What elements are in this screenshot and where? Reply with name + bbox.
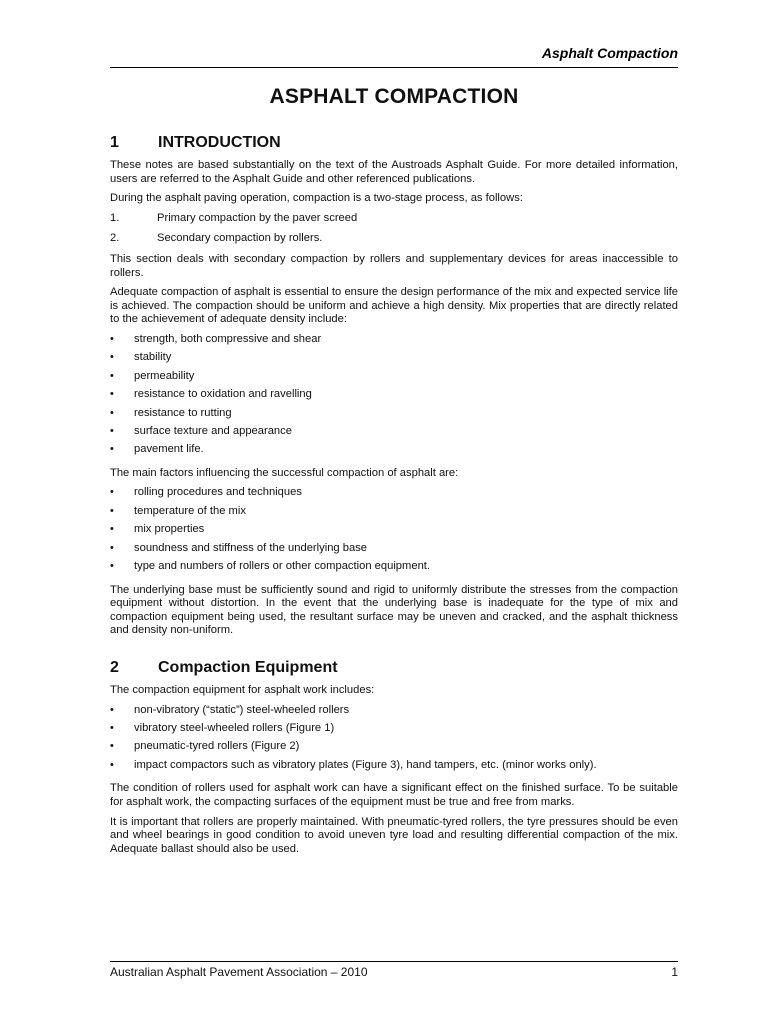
list-item bbox=[110, 740, 678, 754]
list-item-text: permeability bbox=[134, 369, 195, 382]
running-header: Asphalt Compaction bbox=[541, 45, 678, 61]
bullet-icon: • bbox=[110, 523, 114, 536]
list-item-text: Secondary compaction by rollers. bbox=[157, 232, 323, 245]
spacer bbox=[110, 644, 678, 658]
bullet-icon: • bbox=[110, 486, 114, 499]
bullet-icon: • bbox=[110, 388, 114, 401]
section-number: 1 bbox=[110, 134, 119, 151]
section-title: INTRODUCTION bbox=[158, 134, 281, 151]
paragraph: The condition of rollers used for asphalt work can have a significant effect on the finished surface. To be suitable for asphalt work, the compacting surfaces of the equipment must be true and free from marks. bbox=[110, 782, 678, 808]
list-item bbox=[110, 542, 678, 556]
section-title: Compaction Equipment bbox=[158, 659, 338, 676]
list-item-text: soundness and stiffness of the underlying base bbox=[134, 541, 368, 554]
list-item bbox=[110, 370, 678, 384]
page-number: 1 bbox=[671, 965, 678, 979]
bullet-icon: • bbox=[110, 721, 114, 734]
list-item-text: non-vibratory (“static”) steel-wheeled rollers bbox=[134, 703, 350, 716]
list-item-text: vibratory steel-wheeled rollers (Figure 1) bbox=[134, 721, 335, 734]
list-item-text: surface texture and appearance bbox=[134, 424, 292, 437]
list-item bbox=[110, 704, 678, 718]
list-item-text: mix properties bbox=[134, 523, 205, 536]
paragraph: During the asphalt paving operation, compaction is a two-stage process, as follows: bbox=[110, 192, 523, 205]
list-item bbox=[110, 523, 678, 537]
list-item bbox=[110, 407, 678, 421]
list-item bbox=[110, 232, 678, 246]
document-title: ASPHALT COMPACTION bbox=[269, 85, 519, 108]
list-item-text: impact compactors such as vibratory plates (Figure 3), hand tampers, etc. (minor works only). bbox=[134, 758, 597, 771]
list-item bbox=[110, 505, 678, 519]
list-item-text: resistance to oxidation and ravelling bbox=[134, 388, 312, 401]
list-item-text: resistance to rutting bbox=[134, 406, 232, 419]
bullet-icon: • bbox=[110, 424, 114, 437]
list-item bbox=[110, 212, 678, 226]
list-item bbox=[110, 425, 678, 439]
list-item-text: type and numbers of rollers or other compaction equipment. bbox=[134, 560, 431, 573]
mix-properties-list bbox=[110, 333, 678, 457]
list-item-text: pavement life. bbox=[134, 443, 204, 456]
compaction-equipment-list bbox=[110, 704, 678, 773]
list-item-text: Primary compaction by the paver screed bbox=[157, 211, 358, 224]
bullet-icon: • bbox=[110, 703, 114, 716]
section-2-heading bbox=[110, 658, 678, 678]
bullet-icon: • bbox=[110, 406, 114, 419]
list-item bbox=[110, 759, 678, 773]
footer-rule bbox=[110, 961, 678, 962]
paragraph: This section deals with secondary compaction by rollers and supplementary devices for areas inaccessible to rollers. bbox=[110, 252, 678, 279]
list-item-text: pneumatic-tyred rollers (Figure 2) bbox=[134, 740, 300, 753]
bullet-icon: • bbox=[110, 740, 114, 753]
list-number: 2. bbox=[110, 232, 120, 245]
header-rule bbox=[110, 67, 678, 68]
compaction-factors-list bbox=[110, 486, 678, 573]
bullet-icon: • bbox=[110, 443, 114, 456]
paragraph: The compaction equipment for asphalt work includes: bbox=[110, 684, 375, 696]
paragraph: It is important that rollers are properly maintained. With pneumatic-tyred rollers, the tyre pressures should be even and wheel bearings in good condition to avoid uneven tyre load and resulting differential compaction of the mix. Adequate ballast should also be used. bbox=[110, 815, 678, 855]
bullet-icon: • bbox=[110, 351, 114, 364]
list-item bbox=[110, 443, 678, 457]
paragraph: Adequate compaction of asphalt is essential to ensure the design performance of the mix and expected service life is achieved. The compaction should be uniform and achieve a high density. Mix properties that are directly related to the achievement of adequate density include: bbox=[110, 286, 678, 326]
bullet-icon: • bbox=[110, 758, 114, 771]
bullet-icon: • bbox=[110, 332, 114, 345]
compaction-stages-list bbox=[110, 212, 678, 246]
list-item-text: strength, both compressive and shear bbox=[134, 332, 322, 345]
paragraph: The underlying base must be sufficiently sound and rigid to uniformly distribute the stresses from the compaction equipment without distortion. In the event that the underlying base is inadequate for the type of mix and compaction equipment being used, the resultant surface may be uneven and cracked, and the asphalt thickness and density non-uniform. bbox=[110, 583, 678, 637]
bullet-icon: • bbox=[110, 504, 114, 517]
page-body bbox=[110, 84, 678, 862]
section-number: 2 bbox=[110, 659, 119, 676]
list-item bbox=[110, 388, 678, 402]
list-item bbox=[110, 486, 678, 500]
bullet-icon: • bbox=[110, 560, 114, 573]
list-item-text: temperature of the mix bbox=[134, 504, 246, 517]
section-1-heading bbox=[110, 133, 678, 153]
list-item bbox=[110, 351, 678, 365]
paragraph: These notes are based substantially on the text of the Austroads Asphalt Guide. For more detailed information, users are referred to the Asphalt Guide and other referenced publications. bbox=[110, 159, 678, 185]
list-item bbox=[110, 333, 678, 347]
list-item-text: rolling procedures and techniques bbox=[134, 486, 302, 499]
list-item bbox=[110, 560, 678, 574]
footer-organization: Australian Asphalt Pavement Association – 2010 bbox=[110, 965, 368, 979]
list-item-text: stability bbox=[134, 351, 172, 364]
bullet-icon: • bbox=[110, 369, 114, 382]
bullet-icon: • bbox=[110, 541, 114, 554]
list-number: 1. bbox=[110, 211, 120, 224]
paragraph: The main factors influencing the successful compaction of asphalt are: bbox=[110, 466, 459, 479]
list-item bbox=[110, 722, 678, 736]
